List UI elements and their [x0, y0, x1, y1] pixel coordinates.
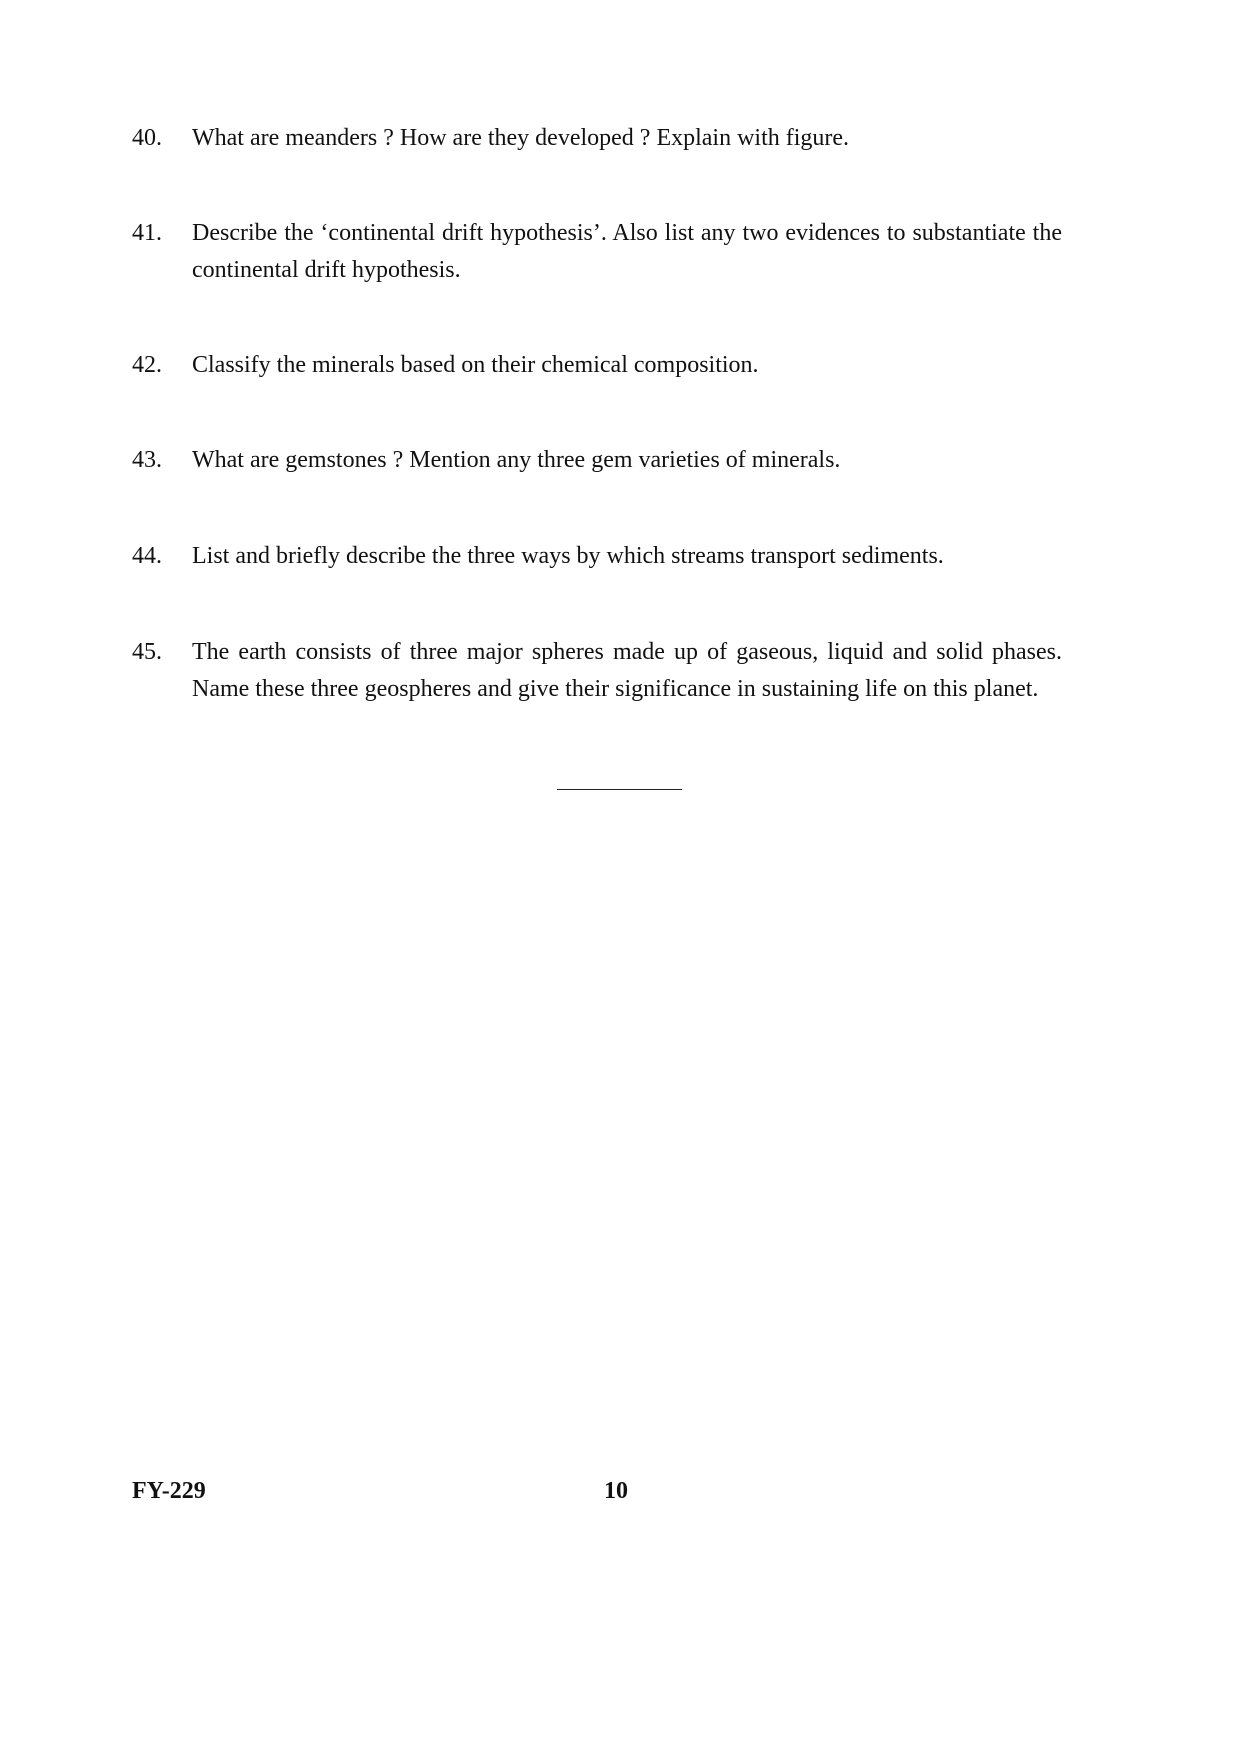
- question-number: 44.: [132, 543, 162, 569]
- question-number: 41.: [132, 220, 162, 246]
- question-number: 45.: [132, 639, 162, 665]
- question-text: Describe the ‘continental drift hypothesis’. Also list any two evidences to substantiate the continental drift hypothesis.: [192, 220, 1062, 283]
- question-40: [132, 120, 1062, 157]
- end-divider: [557, 789, 682, 790]
- question-text: What are meanders ? How are they developed ? Explain with figure.: [192, 125, 850, 151]
- question-text: What are gemstones ? Mention any three gem varieties of minerals.: [192, 447, 841, 473]
- question-number: 43.: [132, 447, 162, 473]
- question-text: Classify the minerals based on their chemical composition.: [192, 352, 759, 378]
- question-43: [132, 442, 1062, 479]
- question-number: 42.: [132, 352, 162, 378]
- question-45: [132, 634, 1062, 708]
- question-number: 40.: [132, 125, 162, 151]
- paper-code: FY-229: [132, 1478, 206, 1504]
- question-text: List and briefly describe the three ways by which streams transport sediments.: [192, 543, 944, 569]
- question-44: [132, 538, 1062, 575]
- question-text: The earth consists of three major spheres made up of gaseous, liquid and solid phases. Name these three geospheres and give their significance in sustaining life on this planet.: [192, 639, 1062, 702]
- question-41: [132, 215, 1062, 289]
- page-number: 10: [604, 1478, 628, 1504]
- question-42: [132, 347, 1062, 384]
